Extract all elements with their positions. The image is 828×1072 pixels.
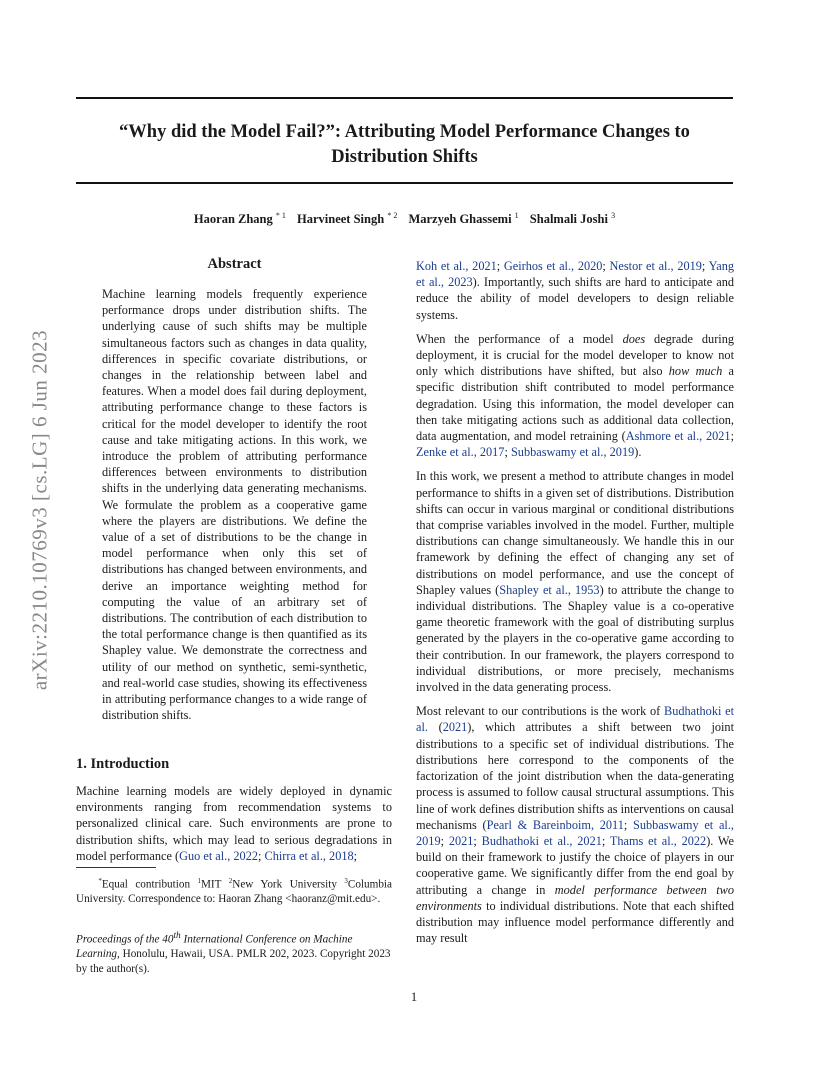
- author-4: Shalmali Joshi $^3$: [529, 211, 616, 227]
- introduction-heading: 1. Introduction: [76, 756, 170, 772]
- citation-link[interactable]: 2021: [448, 833, 474, 848]
- citation-link[interactable]: Ashmore et al., 2021: [625, 429, 731, 444]
- citation-link[interactable]: Koh et al., 2021: [416, 259, 497, 273]
- citation-link[interactable]: Subbaswamy et al., 2019: [416, 817, 734, 848]
- citation-link[interactable]: Budhathoki et al., 2021: [481, 833, 602, 848]
- footnote: *Equal contribution $^1$MIT $^2$New York University $^3$Columbia University. Correspondence to: Haoran Zhang <haoranz@mit.edu>.: [76, 877, 392, 906]
- citation-link[interactable]: Pearl & Bareinboim, 2011: [486, 817, 624, 832]
- right-paragraph-4: Most relevant to our contributions is the work of Budhathoki et al. (2021), which attributes a shift between two joint distributions to a specific set of individual distributions. The distributions here correspond to the components of the factorization of the joint distribution when the data-generating process is assumed to follow causal structural assumptions. This line of work defines distribution shifts as interventions on causal mechanisms (Pearl & Bareinboim, 2011; Subbaswamy et al., 2019; 2021; Budhathoki et al., 2021; Thams et al., 2022). We build on their framework to justify the choice of players in our cooperative game. We significantly differ from the end goal by attributing a change in model performance between two environments to individual distributions. Note that each shifted distribution may influence model performance differently and may result: [416, 704, 735, 946]
- author-1: Haoran Zhang $^{* 1}$: [193, 211, 286, 227]
- citation-link[interactable]: Subbaswamy et al., 2019: [510, 445, 635, 460]
- intro-paragraph: Machine learning models are widely deployed in dynamic environments ranging from recommendation systems to personalized clinical care. Such environments are prone to distribution shifts, which may lead to serious degradations in model performance (Guo et al., 2022; Chirra et al., 2018;: [76, 784, 392, 863]
- citation-link[interactable]: Budhathoki et al.: [416, 704, 734, 735]
- page-number: 1: [410, 990, 418, 1004]
- abstract-heading: Abstract: [207, 256, 262, 272]
- right-column: [416, 258, 734, 954]
- footnote-rule: [76, 867, 156, 868]
- right-paragraph-2: When the performance of a model does degrade during deployment, it is crucial for the model developer to know not only which distributions have shifted, but also how much a specific distribution shift contributed to model performance degradation. Using this information, the model developer can then take mitigating actions such as additional data collection, data augmentation, and model retraining (Ashmore et al., 2021; Zenke et al., 2017; Subbaswamy et al., 2019).: [416, 331, 734, 460]
- proceedings-note: Proceedings of the 40th International Conference on Machine Learning, Honolulu, Hawaii, USA. PMLR 202, 2023. Copyright 2023 by the author(s).: [76, 931, 391, 975]
- author-2: Harvineet Singh $^{* 2}$: [297, 211, 398, 227]
- citation-link[interactable]: Thams et al., 2022: [609, 833, 707, 848]
- right-paragraph-3: In this work, we present a method to attribute changes in model performance to shifts in a given set of distributions. Distribution shifts can occur in various marginal or conditional distributions that comprise variables involved in the model. Further, multiple distributions can change simultaneously. We handle this in our framework by defining the effect of changing any set of distributions on model performance, and use the concept of Shapley values (Shapley et al., 1953) to attribute the change to individual distributions. The Shapley value is a co-operative game theoretic framework with the goal of distributing surplus generated by the players in the co-operative game according to their contribution. In our framework, the players correspond to individual distributions, or more precisely, mechanisms involved in the data generating process.: [416, 469, 734, 695]
- right-paragraph-1: Koh et al., 2021; Geirhos et al., 2020; Nestor et al., 2019; Yang et al., 2023). Importantly, such shifts are hard to anticipate and reduce the ability of model developers to design reliable systems.: [416, 259, 735, 322]
- arxiv-id: arXiv:2210.10769v3 [cs.LG] 6 Jun 2023: [27, 329, 52, 691]
- citation-link[interactable]: Nestor et al., 2019: [609, 259, 702, 273]
- author-list: [76, 211, 733, 227]
- citation-link[interactable]: Guo et al., 2022: [179, 848, 259, 863]
- title-line-2: Distribution Shifts: [331, 147, 478, 167]
- title-line-1: “Why did the Model Fail?”: Attributing Model Performance Changes to: [119, 122, 690, 142]
- citation-link[interactable]: 2021: [442, 720, 468, 735]
- top-rule: [76, 97, 733, 99]
- citation-link[interactable]: Shapley et al., 1953: [499, 582, 600, 597]
- citation-link[interactable]: Geirhos et al., 2020: [503, 259, 603, 273]
- title-bottom-rule: [76, 182, 733, 184]
- author-3: Marzyeh Ghassemi $^1$: [408, 211, 519, 227]
- citation-link[interactable]: Yang et al., 2023: [416, 259, 734, 290]
- citation-link[interactable]: Zenke et al., 2017: [416, 445, 505, 460]
- abstract-text: Machine learning models frequently experience performance drops under distribution shifts. The underlying cause of such shifts may be multiple simultaneous factors such as changes in data quality, differences in specific covariate distributions, or changes in the relationship between label and features. When a model does fail during deployment, attributing performance change to these factors is critical for the model developer to identify the root cause and take mitigating actions. In this work, we introduce the problem of attributing performance differences between environments to distribution shifts in the underlying data generating mechanisms. We formulate the problem as a cooperative game where the players are distributions. We define the value of a set of distributions to be the change in model performance when only this set of distributions has changed between environments, and derive an importance weighting method for computing the value of an arbitrary set of distributions. The contribution of each distribution to the total performance change is then quantified as its Shapley value. We demonstrate the correctness and utility of our method on synthetic, semi-synthetic, and real-world case studies, showing its effectiveness in attributing performance changes to a wide range of distribution shifts.: [102, 287, 367, 723]
- abstract-body: [102, 286, 367, 723]
- citation-link[interactable]: Chirra et al., 2018: [264, 848, 354, 863]
- paper-title: [76, 120, 733, 170]
- introduction-body: [76, 783, 392, 864]
